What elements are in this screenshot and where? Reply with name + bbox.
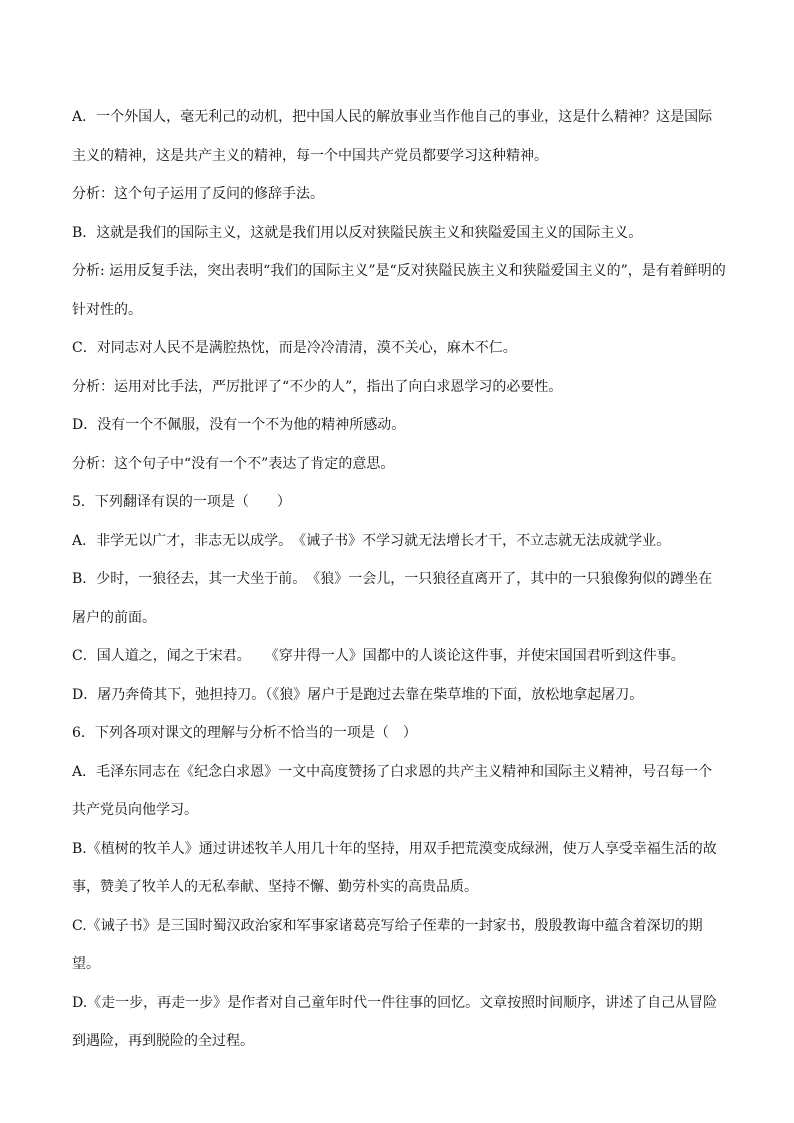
question-5-option-d: D．屠乃奔倚其下，弛担持刀。（《狼》屠户于是跑过去靠在柴草堆的下面，放松地拿起屠刀。 <box>72 686 644 703</box>
question-6-option-c: C.《诫子书》是三国时蜀汉政治家和军事家诸葛亮写给子侄辈的一封家书，殷殷教诲中蕴含着深切的期望。 <box>72 917 703 972</box>
option-b-text: B．这就是我们的国际主义，这就是我们用以反对狭隘民族主义和狭隘爱国主义的国际主义。 <box>72 224 643 241</box>
question-6: 6．下列各项对课文的理解与分析不恰当的一项是（ ） <box>72 725 417 741</box>
option-a-text: A．一个外国人，毫无利己的动机，把中国人民的解放事业当作他自己的事业，这是什么精神？这是国际主义的精神，这是共产主义的精神，每一个中国共产党员都要学习这种精神。 <box>72 109 713 164</box>
option-d-text: D．没有一个不佩服，没有一个不为他的精神所感动。 <box>72 417 406 433</box>
analysis-a: 分析：这个句子运用了反问的修辞手法。 <box>72 186 324 202</box>
question-6-option-b: B.《植树的牧羊人》通过讲述牧羊人用几十年的坚持，用双手把荒漠变成绿洲，使万人享受幸福生活的故事，赞美了牧羊人的无私奉献、坚持不懈、勤劳朴实的高贵品质。 <box>72 840 717 895</box>
document-body <box>72 98 726 1061</box>
option-c-text: C．对同志对人民不是满腔热忱，而是冷冷清清，漠不关心，麻木不仁。 <box>72 340 517 356</box>
question-5-option-c: C．国人道之，闻之于宋君。 《穿井得一人》国都中的人谈论这件事，并使宋国国君听到这件事。 <box>72 648 685 664</box>
question-5: 5．下列翻译有误的一项是（ ） <box>72 494 291 510</box>
question-6-option-a: A．毛泽东同志在《纪念白求恩》一文中高度赞扬了白求恩的共产主义精神和国际主义精神，号召每一个共产党员向他学习。 <box>72 763 713 818</box>
question-6-option-d: D.《走一步，再走一步》是作者对自己童年时代一件往事的回忆。文章按照时间顺序，讲述了自己从冒险到遇险，再到脱险的全过程。 <box>72 994 718 1049</box>
question-5-option-b: B．少时，一狼径去，其一犬坐于前。 《狼》一会儿，一只狼径直离开了，其中的一只狼像狗似的蹲坐在屠户的前面。 <box>72 571 713 626</box>
analysis-c: 分析：运用对比手法，严厉批评了“不少的人”，指出了向白求恩学习的必要性。 <box>72 378 563 395</box>
question-5-option-a: A．非学无以广才，非志无以成学。 《诫子书》不学习就无法增长才干，不立志就无法成就学业。 <box>72 532 671 549</box>
analysis-d: 分析：这个句子中“没有一个不”表达了肯定的意思。 <box>72 455 395 472</box>
analysis-b: 分析: 运用反复手法，突出表明“我们的国际主义”是“反对狭隘民族主义和狭隘爱国主义的”，是有着鲜明的针对性的。 <box>72 263 726 318</box>
